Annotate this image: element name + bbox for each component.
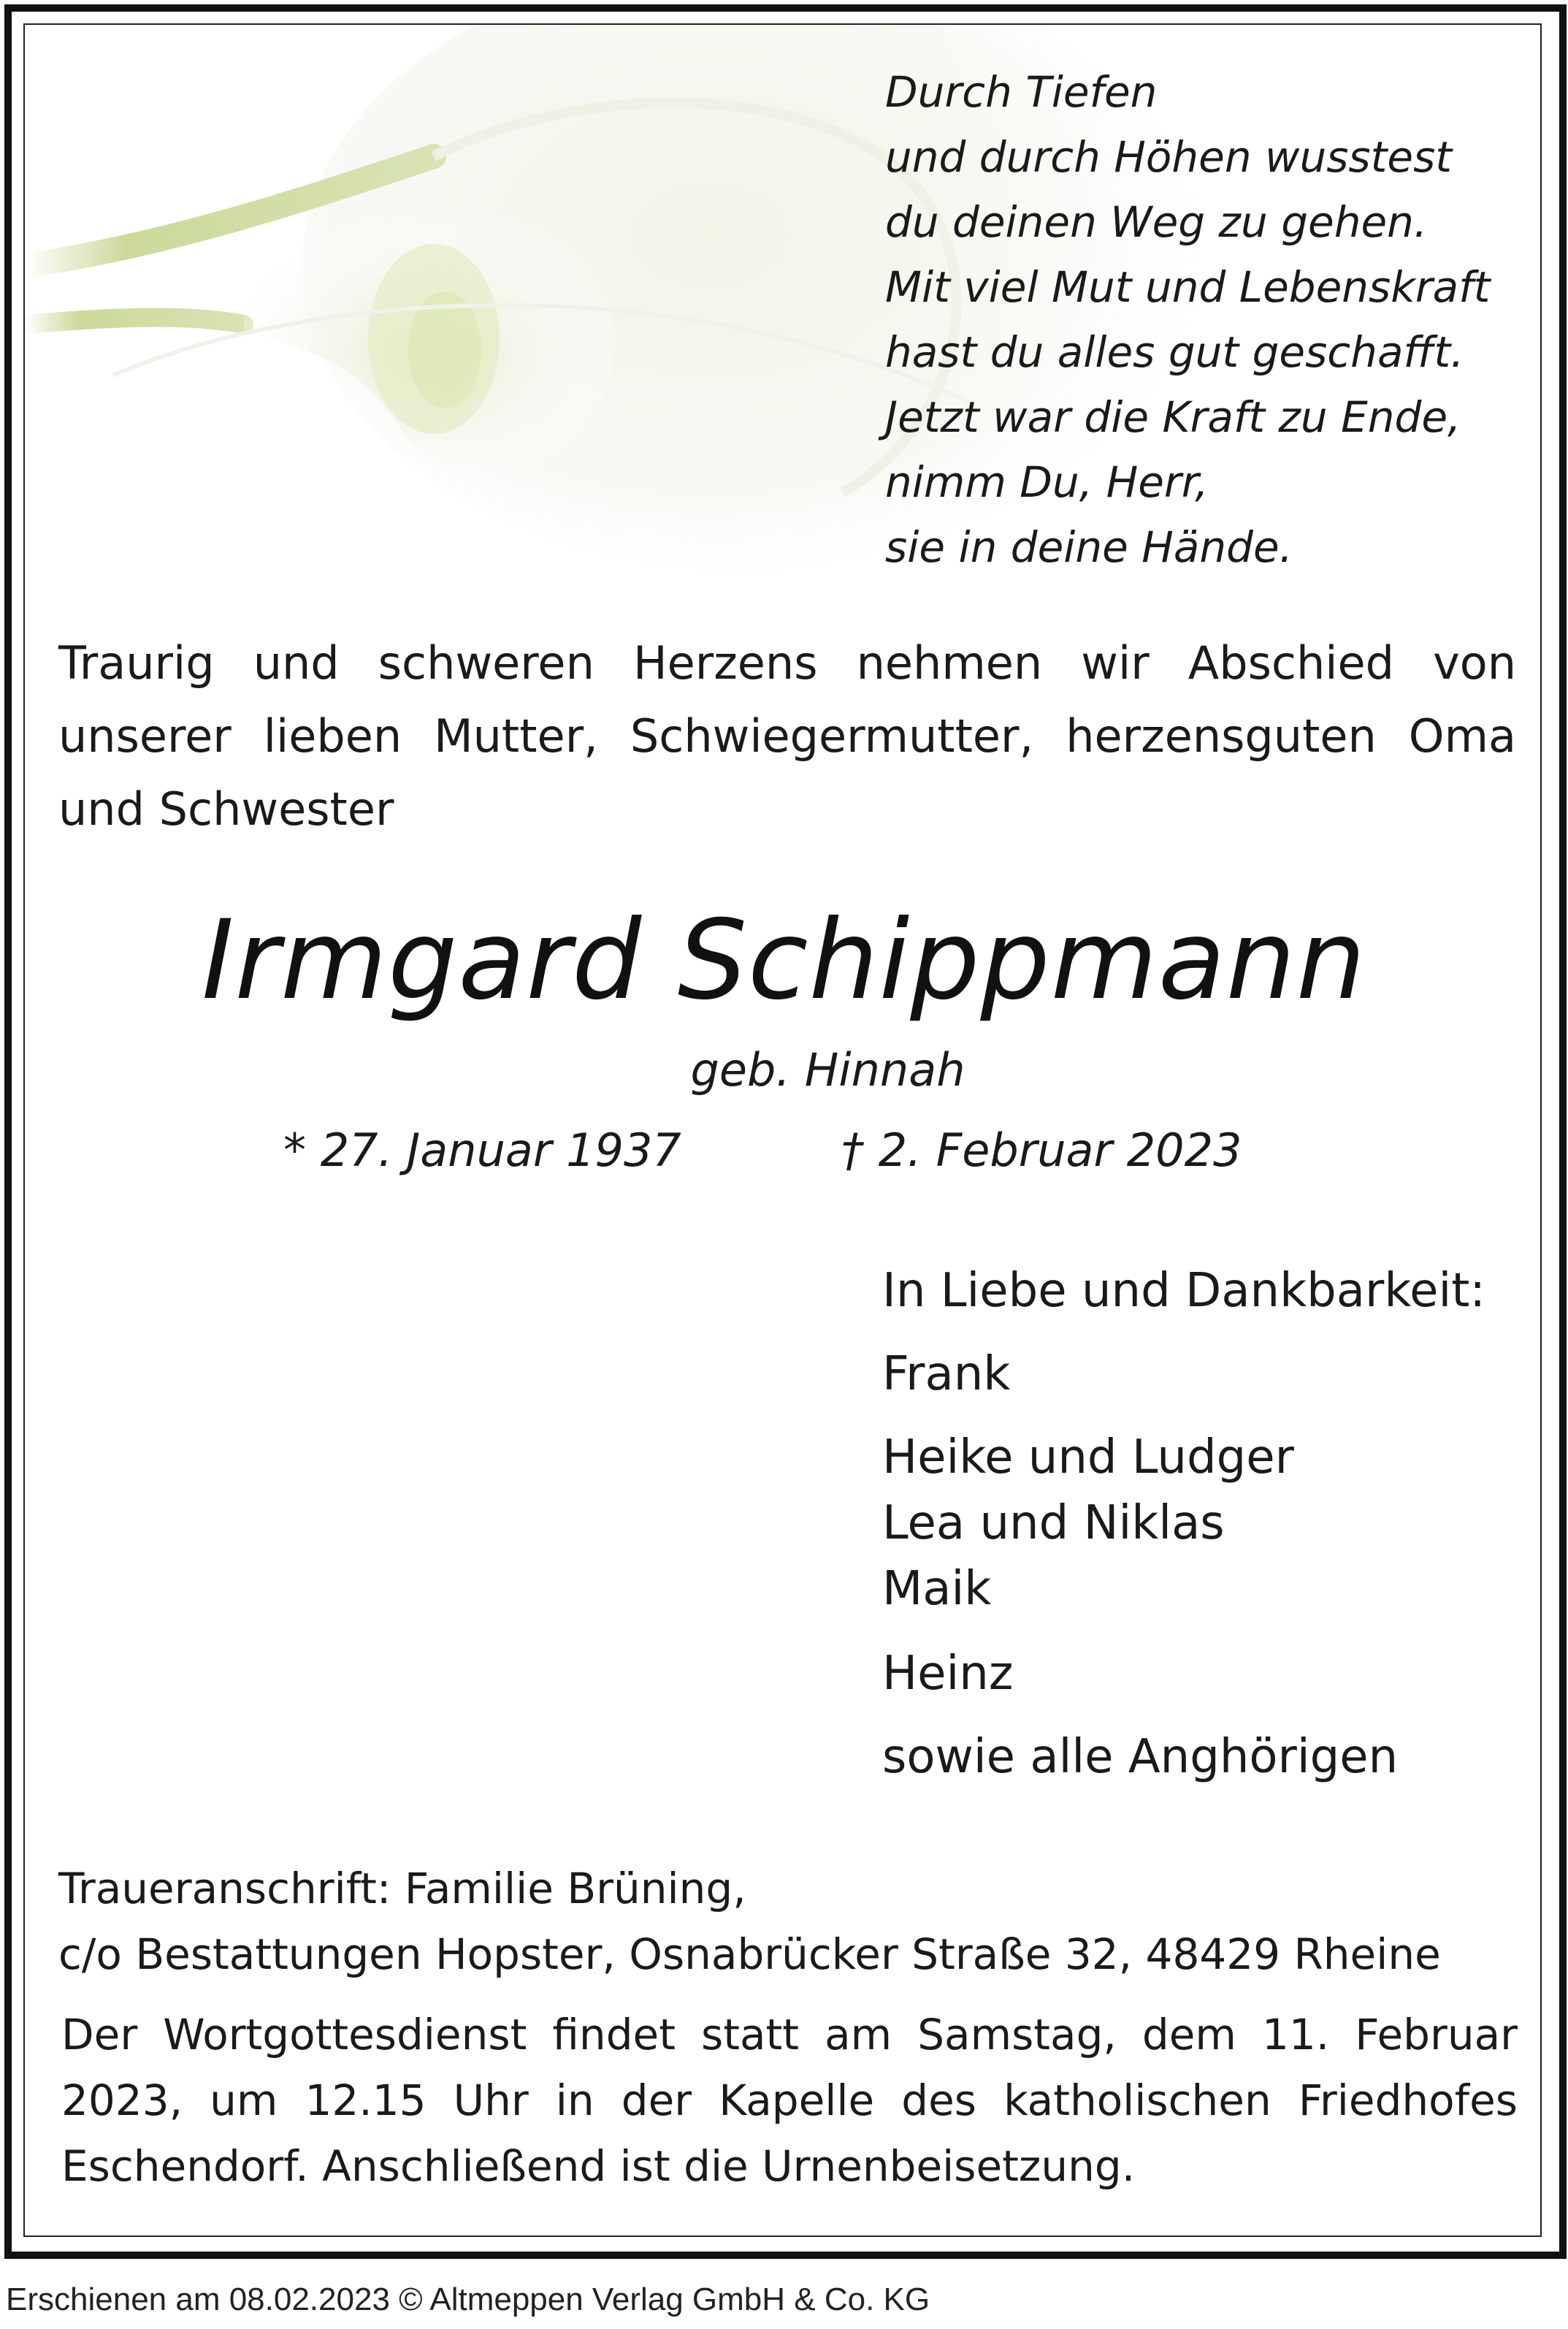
mourner-name: Heinz bbox=[882, 1647, 1014, 1701]
service-info bbox=[61, 2002, 1518, 2199]
maiden-name: geb. Hinnah bbox=[690, 1043, 965, 1097]
service-line: Der Wortgottesdienst findet statt am Samstag, dem 11. Februar bbox=[61, 2010, 1518, 2059]
birth-date: * 27. Januar 1937 bbox=[283, 1124, 681, 1177]
mourner-name: sowie alle Anghörigen bbox=[882, 1730, 1399, 1784]
address-line: c/o Bestattungen Hopster, Osnabrücker Straße 32, 48429 Rheine bbox=[58, 1929, 1441, 1979]
service-line: 2023, um 12.15 Uhr in der Kapelle des katholischen Friedhofes bbox=[61, 2075, 1518, 2125]
poem-line: Jetzt war die Kraft zu Ende, bbox=[885, 392, 1461, 442]
poem-line: du deinen Weg zu gehen. bbox=[885, 197, 1428, 247]
mourning-address bbox=[58, 1856, 1519, 1987]
address-line: Traueranschrift: Familie Brüning, bbox=[58, 1864, 746, 1913]
publication-footer: Erschienen am 08.02.2023 © Altmeppen Verlag GmbH & Co. KG bbox=[6, 2282, 930, 2317]
death-date: † 2. Februar 2023 bbox=[841, 1124, 1242, 1177]
poem-line: nimm Du, Herr, bbox=[885, 457, 1209, 507]
intro-line: unserer lieben Mutter, Schwiegermutter, herzensguten Oma bbox=[58, 709, 1516, 763]
service-line: Eschendorf. Anschließend ist die Urnenbeisetzung. bbox=[61, 2141, 1136, 2191]
poem-line: Mit viel Mut und Lebenskraft bbox=[885, 262, 1491, 312]
intro-line: und Schwester bbox=[58, 782, 394, 836]
mourner-name: Frank bbox=[882, 1347, 1011, 1401]
mourner-name: Maik bbox=[882, 1562, 992, 1616]
poem-line: Durch Tiefen bbox=[885, 67, 1158, 117]
poem bbox=[885, 60, 1528, 580]
intro-line: Traurig und schweren Herzens nehmen wir Abschied von bbox=[58, 636, 1516, 690]
mourner-name: Heike und Ludger bbox=[882, 1430, 1294, 1484]
poem-line: und durch Höhen wusstest bbox=[885, 132, 1453, 182]
poem-line: sie in deine Hände. bbox=[885, 522, 1293, 572]
mourner-name: Lea und Niklas bbox=[882, 1496, 1225, 1550]
deceased-name: Irmgard Schippmann bbox=[202, 897, 1366, 1024]
poem-line: hast du alles gut geschafft. bbox=[885, 327, 1464, 377]
mourners-heading: In Liebe und Dankbarkeit: bbox=[882, 1264, 1485, 1318]
intro-text bbox=[58, 627, 1516, 846]
